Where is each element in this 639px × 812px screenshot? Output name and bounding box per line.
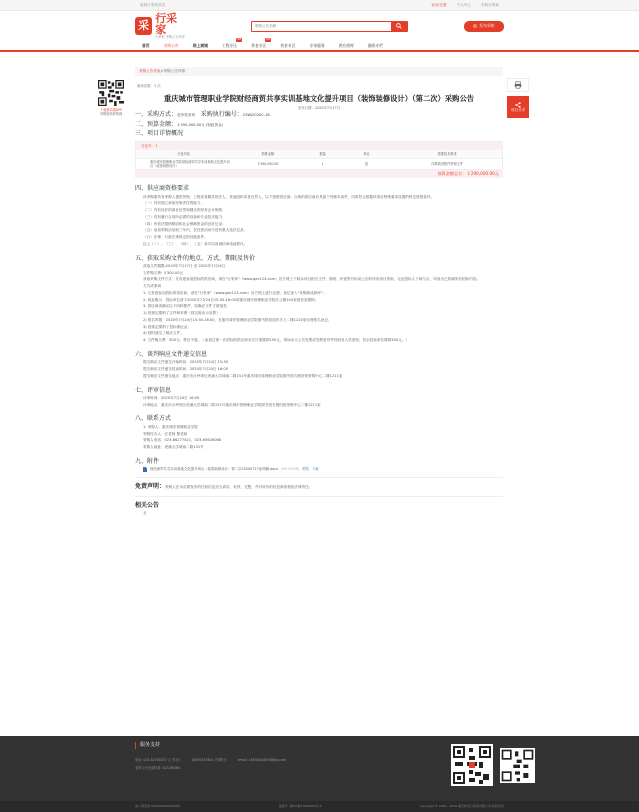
- search-button[interactable]: [391, 22, 407, 31]
- login-link[interactable]: 登录/注册: [431, 2, 447, 7]
- attachment-size: (90.13 KB): [281, 467, 300, 472]
- section-label: 一、采购方式：: [135, 111, 178, 119]
- footer-icp[interactable]: 备案号: 渝ICP备17005895号-1: [278, 804, 322, 809]
- section-review: 七、评审信息: [135, 386, 172, 394]
- logo[interactable]: [135, 13, 187, 39]
- col-qty: 数量: [304, 150, 341, 158]
- related-none: 无: [143, 511, 147, 516]
- section-label: 三、项目详情概况: [135, 130, 184, 138]
- nav-label: 网上商城: [192, 42, 208, 48]
- qualification-item: （四）有依法缴纳税收和社会保障资金的良好记录；: [143, 221, 226, 226]
- code-value: CSWJ2020C-16: [242, 113, 270, 118]
- nav-label: 圈资专栏: [367, 42, 384, 48]
- nav-label: 扶贫专区: [280, 42, 296, 48]
- file-icon: [143, 467, 147, 472]
- hot-badge: Hot: [265, 38, 271, 41]
- search-icon: [396, 23, 402, 29]
- breadcrumb-current: 采购公告详情: [163, 69, 186, 74]
- table-header: [136, 150, 502, 158]
- obtain-line: 1. 凡有意参加投标的供应商，请在"行采家"（www.gec123.com）官方网上进行注册，登记加入"采购师成商库"；: [143, 290, 327, 295]
- logo-mark-icon: 采: [135, 17, 152, 35]
- plus-icon: [473, 24, 477, 28]
- publish-date: 发布日期：2020年7月17日: [297, 105, 341, 110]
- home-link[interactable]: 返回行采家首页: [140, 2, 166, 7]
- obtain-line: 获取采购文件方式：凡有意参加投标的供应商，请在"行采家"（www.gec123.com）官方网上下载本项目相关文件，图纸、补遗等开标前公告的所有项目资料，无论投标人下载与否，均视为已知晓所有招标内容。: [143, 277, 480, 282]
- main-nav: [0, 38, 639, 52]
- obtain-line: 4) 按时递交了响应文件。: [143, 331, 184, 336]
- col-unit: 单位: [341, 150, 392, 158]
- budget-value: ￥290,000.00元 (财政资金): [177, 122, 224, 127]
- nav-label: 首页: [142, 42, 150, 48]
- nav-announcements[interactable]: [157, 41, 186, 50]
- cell-qty: 1: [321, 161, 324, 166]
- package-table: [136, 150, 502, 169]
- top-bar: [0, 0, 639, 11]
- breadcrumb-sep: >: [160, 69, 164, 74]
- qualification-item: （五）参加采购活动前三年内，在经营活动中没有重大违法记录；: [143, 228, 248, 233]
- contact-line: 1. 采购人：重庆城市管理职业学院: [143, 424, 198, 429]
- footer-qr-code-icon: [451, 744, 493, 786]
- nav-column[interactable]: [361, 41, 390, 50]
- contact-line: 采购人电话：023-86277421，023-65626068: [143, 438, 222, 443]
- footer-phone-row: [135, 758, 286, 762]
- side-qr-panel: [95, 80, 127, 117]
- search-input[interactable]: [252, 22, 391, 31]
- user-center-link[interactable]: 个人中心: [456, 2, 472, 7]
- details-table: [135, 141, 503, 170]
- contact-line: 采购人地址：虎溪大学城南二路151号: [143, 445, 204, 450]
- brand-slogan: 行采家 采购上行采家: [155, 34, 185, 39]
- print-icon: [514, 81, 522, 89]
- publish-label: 发布采购: [479, 23, 495, 29]
- qualification-item: （六）法律、行政法规规定的其他条件。: [143, 235, 208, 240]
- nav-label: 养老专区: [251, 42, 267, 48]
- contact-line: 采购经办人：汪老师 黎老师: [143, 431, 188, 436]
- mobile-link[interactable]: 手机行采家: [481, 2, 499, 7]
- attachment-row: [135, 467, 503, 472]
- section-attachment: 九、附件: [135, 457, 160, 465]
- submission-line: 提交响应文件递交开始时间：2020年7月24日 15:30: [143, 360, 229, 365]
- footer-phone-holiday: 18030037801 (节假日): [191, 758, 227, 762]
- section-label: 二、预算金额：: [135, 120, 178, 128]
- cell-unit: 批: [364, 161, 369, 166]
- preview-link[interactable]: 预览: [302, 467, 309, 472]
- divider: [135, 496, 503, 497]
- nav-elderly[interactable]: [244, 38, 273, 50]
- review-line: 评审地点：重庆市沙坪坝区虎溪大学城南二路151号重庆城市管理职业学院图书馆右侧旧校采购中心二楼1211室: [143, 402, 321, 407]
- obtain-line: 获取文件期限:2020年7月17日 至 2020年7月24日: [143, 263, 226, 268]
- page-title: 重庆城市管理职业学院财经商贸共享实训基地文化提升项目（装饰装修设计）（第二次）采购公告: [163, 93, 475, 103]
- read-count: 阅读次数：1 次: [137, 84, 161, 88]
- table-row: [136, 158, 502, 169]
- obtain-line: 文件购买费: ￥300.00元: [143, 270, 184, 275]
- share-button[interactable]: [507, 96, 529, 118]
- section-method: [135, 110, 503, 120]
- budget-total: 预算金额总计：￥290,000.00元: [135, 170, 503, 178]
- footer-app-qr-icon: [500, 748, 535, 783]
- nav-home[interactable]: [135, 41, 157, 50]
- disclaimer-text: 采购人在本页面发布的任何信息应当真实、有效、完整，并对所有的信息承担相应法律责任。: [165, 485, 313, 490]
- nav-label: 采购公告: [163, 42, 179, 48]
- footer-police-record[interactable]: 渝公网安备 50010302000496号: [135, 804, 181, 809]
- related-label: 相关公告: [135, 502, 160, 510]
- obtain-line: 2) 报名时限：2020年7月24日15:30-16:00，在重庆城市管理职业学院图书馆前面东手上二楼1210室办理报名登记；: [143, 317, 332, 322]
- right-toolbar: [507, 78, 529, 122]
- print-button[interactable]: [507, 78, 529, 92]
- section-contact: 八、联系方式: [135, 415, 172, 423]
- related-section: [135, 502, 503, 517]
- attachment-name[interactable]: 财经商贸共享实训基地文化提升项目（装饰装修设计）第二次20200717征网稿.docx: [150, 467, 279, 472]
- qualification-intro: 该采购需具有采购人提供货物、工程或者服务的法人、其他组织或者自然人，以下需联供应商。合格的供应商应具备下列基本条件，同时符合根据该项目特殊要求设置的特定资格条件。: [143, 194, 435, 199]
- code-label: 采购执行编号：: [200, 111, 243, 119]
- submission-line: 提交响应文件递交地点：重庆市沙坪坝区虎溪大学城南二路151号重庆城市管理职业学院图书馆右侧旧校采购中心二楼1211室: [143, 373, 343, 378]
- footer-email: email: 14638444878@qq.com: [237, 758, 286, 762]
- share-label: 项目分享: [510, 107, 526, 112]
- package-number: 分包号：1: [136, 142, 502, 150]
- obtain-line: 2. 现金购买：投标单位请于2020年7月24日15:30-16:00到重庆城市管理职业学院办公楼104室财务室缴纳。: [143, 297, 319, 302]
- review-line: 评审时间：2020年7月24日 16:00: [143, 395, 200, 400]
- section-obtain-docs: 五、获取采购文件的地点、方式、期限及售价: [135, 254, 256, 262]
- footer-bar: [0, 801, 639, 812]
- breadcrumb-list-link[interactable]: 采购公告列表: [139, 69, 161, 74]
- hot-badge: Hot: [236, 38, 242, 41]
- col-budget: 预算金额: [231, 150, 304, 158]
- col-req: 需要技术要求: [392, 150, 502, 158]
- cell-budget: ￥290,000.00: [257, 161, 279, 166]
- nav-suppliers[interactable]: [332, 41, 361, 50]
- publish-button[interactable]: [464, 21, 504, 32]
- section-details: [135, 129, 503, 139]
- download-link[interactable]: 下载: [311, 467, 319, 472]
- obtain-line: 方式或事项：: [143, 284, 165, 289]
- article: [135, 84, 503, 517]
- col-content: 分包内容: [136, 150, 231, 158]
- disclaimer-label: 免责声明：: [135, 483, 166, 491]
- header: [0, 11, 639, 41]
- section-qualification: 四、供应商资格要求: [135, 185, 190, 193]
- nav-label: 专家服务: [309, 42, 325, 48]
- nav-label: 供应商库: [338, 42, 354, 48]
- cell-req: 详情请见附件采购文件: [431, 161, 464, 166]
- footer-phone: 电话: 023-62700237 (工作日): [135, 758, 180, 762]
- obtain-line: 1) 按规定缴纳了文件和采费（按名称出示发票）；: [143, 311, 224, 316]
- obtain-line: 4. 文件购买费：300元；售后不退。（参加过第一次招标的供应商本次只需缴纳150元，现场出示上次发票或发票复印件经财务人员查验；其余投标单位缴纳300元。）: [143, 338, 409, 343]
- nav-mall[interactable]: [186, 41, 215, 50]
- qualification-item: （三）具有履行合同所必需的设备和专业技术能力；: [143, 214, 226, 219]
- nav-poverty[interactable]: [273, 41, 302, 50]
- obtain-line: 3) 按规定缴纳了投标保证金；: [143, 324, 191, 329]
- cell-content: 重庆城市管理职业学院财经商贸共享实训基地文化提升项目（装饰装修设计）: [150, 159, 230, 168]
- nav-engineering[interactable]: [215, 38, 244, 50]
- nav-experts[interactable]: [303, 41, 332, 50]
- footer-copyright: copyright © 2016 - 2019 重庆智采行商务有限公司 版权所有: [419, 804, 504, 809]
- footer-fax: 非常公开北部传真: 023-86460: [135, 766, 180, 770]
- qr-code-icon: [98, 80, 124, 106]
- section-budget: [135, 120, 503, 130]
- submission-line: 提交响应文件递交结束时间：2020年7月24日 16:00: [143, 367, 229, 372]
- obtain-line: 3. 供应商须满足以下四种要件，如确应文件才被接受：: [143, 304, 231, 309]
- search-box: [251, 21, 408, 32]
- disclaimer: [135, 483, 503, 491]
- qualification-item: 以上（二）、（三）、（四）、（五）条可以用诚信承诺函替代。: [143, 241, 248, 246]
- method-value: 竞争性谈判: [177, 113, 195, 118]
- qr-subcaption: 采购资源库管理: [99, 112, 123, 117]
- divider: [135, 477, 503, 478]
- qualification-item: （二）具有良好的商业信誉和健全的财务会计制度；: [143, 208, 226, 213]
- section-submission: 六、谈判响应文件递交信息: [135, 350, 208, 358]
- nav-label: 工程专区: [221, 42, 238, 48]
- breadcrumb: [135, 67, 503, 76]
- footer-service-title: 服务支持: [135, 742, 160, 749]
- qualification-item: （一）具有独立承担民事责任的能力；: [143, 201, 205, 206]
- qr-caption: 下载移动端APP: [100, 108, 122, 112]
- brand-name: 行采家: [155, 11, 178, 36]
